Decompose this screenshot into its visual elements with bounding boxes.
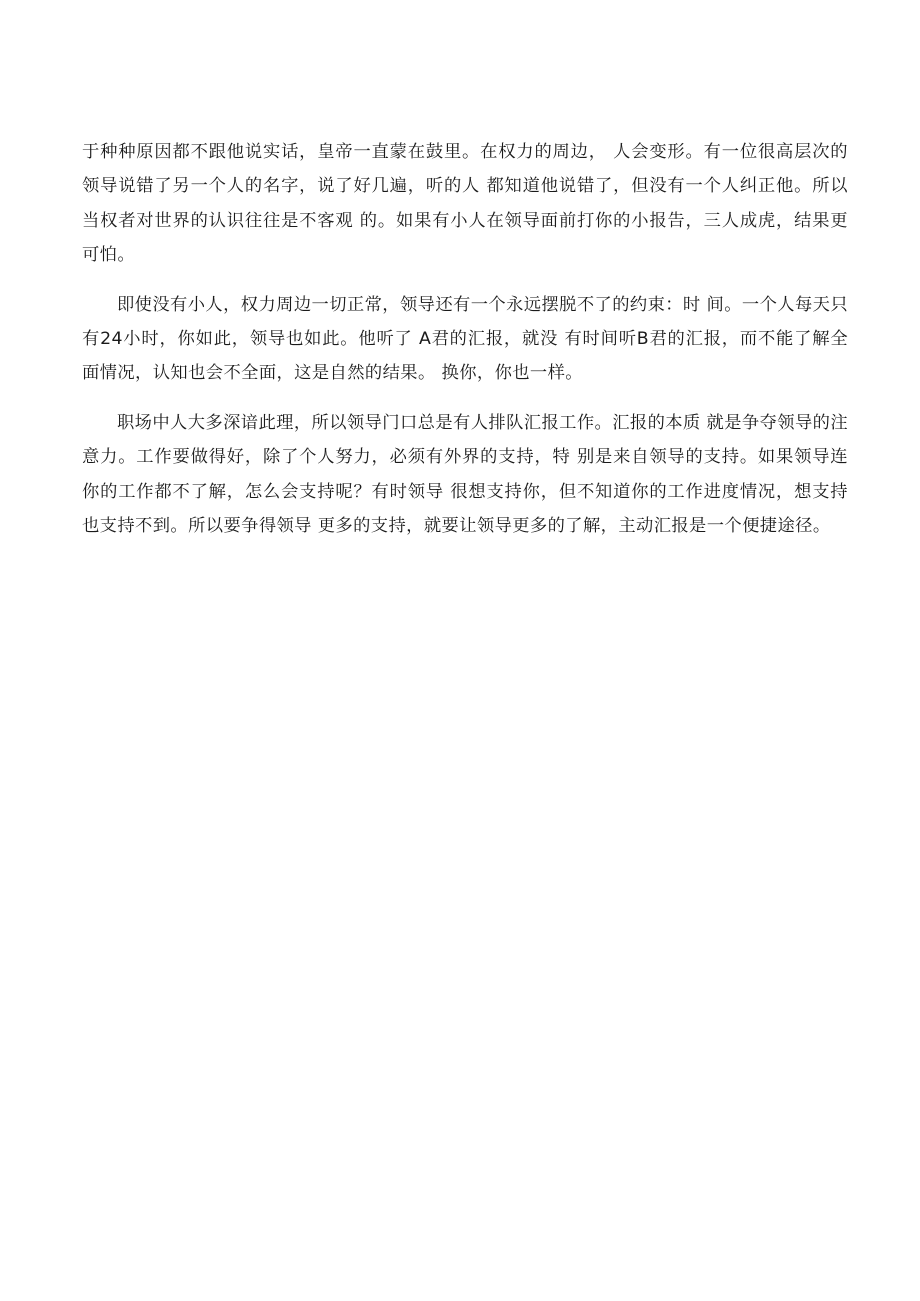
paragraph-1: 于种种原因都不跟他说实话，皇帝一直蒙在鼓里。在权力的周边， 人会变形。有一位很高层次的领导说错了另一个人的名字，说了好几遍，听的人 都知道他说错了，但没有一个人纠正他。所以当权者对世界的认识往往是不客观 的。如果有小人在领导面前打你的小报告，三人成虎，结果更可怕。: [82, 142, 848, 266]
paragraph-3: 职场中人大多深谙此理，所以领导门口总是有人排队汇报工作。汇报的本质 就是争夺领导的注意力。工作要做得好，除了个人努力，必须有外界的支持，特 别是来自领导的支持。如果领导连你的工作都不了解，怎么会支持呢？有时领导 很想支持你，但不知道你的工作进度情况，想支持也支持不到。所以要争得领导 更多的支持，就要让领导更多的了解，主动汇报是一个便捷途径。: [82, 412, 848, 537]
paragraph-2: 即使没有小人，权力周边一切正常，领导还有一个永远摆脱不了的约束：时 间。一个人每天只有24小时，你如此，领导也如此。他听了 A君的汇报，就没 有时间听B君的汇报，而不能了解全面情况，认知也会不全面，这是自然的结果。 换你，你也一样。: [82, 294, 848, 384]
document-body: [82, 135, 848, 543]
